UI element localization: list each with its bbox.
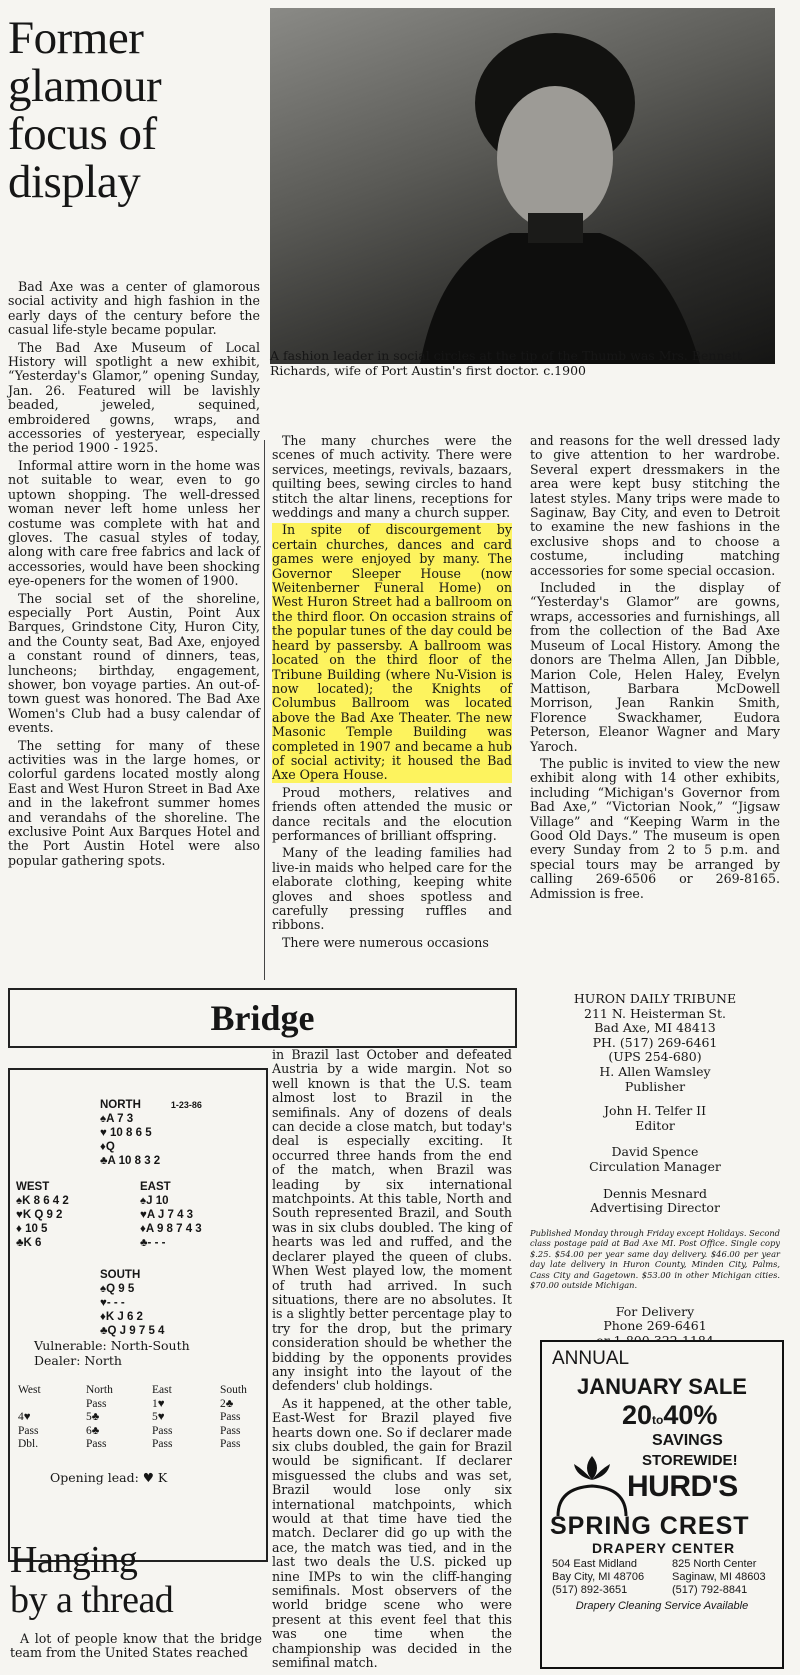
south-hand: SOUTH ♠Q 9 5 ♥- - - ♦K J 6 2 ♣Q J 9 7 5 4 (100, 1269, 165, 1337)
subscription-fine-print: Published Monday through Friday except Holidays. Second class postage paid at Bad Axe MI. Post Office. Single copy $.25. $54.00 per year same day delivery. $46.00 per year day late delivery in Huron County, Minden City, Palms, Cass City and Gagetown. $53.00 in other Michigan cities. $70.00 outside Michigan. (530, 1227, 780, 1291)
ad-percent: 20to40% (622, 1400, 718, 1430)
ad-right-address: 825 North Center Saginaw, MI 48603 (517) 792-8841 (672, 1558, 766, 1596)
vulnerability: Vulnerable: North-South Dealer: North (34, 1338, 190, 1368)
paragraph: The public is invited to view the new exhibit along with 14 other exhibits, including “Michigan's Governor from Bad Axe,” “Victorian Nook,” “Jigsaw Village” and “Keeping Warm in the Good Old Days.” The museum is open every Sunday from 2 to 5 p.m. and special tours may be arranged by calling 269-6506 or 269-8165. Admission is free. (530, 755, 780, 901)
ad-drapery: DRAPERY CENTER (592, 1540, 736, 1556)
masthead-line: 211 N. Heisterman St. (584, 1005, 726, 1021)
column-divider (264, 440, 265, 980)
newspaper-masthead (530, 992, 780, 1349)
fashion-leader-photo (270, 8, 775, 364)
paragraph: Included in the display of “Yesterday's Glamor” are gowns, wraps, accessories and furnishings, all from the collection of the Bad Axe Museum of Local History. Among the donors are Thelma Allen, Jan Dibble, Marion Cole, Helen Haley, Evelyn Mattison, Barbara McDowell Morrison, Jean Rankin Smith, Florence Swackhamer, Eudora Peterson, Eleanor Wagner and Mary Yaroch. (530, 580, 780, 754)
deal-date: 1-23-86 (170, 1100, 202, 1110)
masthead-line: Publisher (624, 1078, 686, 1094)
bridge-column-text (272, 1048, 512, 1673)
ad-left-address: 504 East Midland Bay City, MI 48706 (517) 892-3651 (552, 1558, 645, 1596)
article-headline (8, 14, 258, 206)
ad-service: Drapery Cleaning Service Available (575, 1600, 749, 1612)
article2-lead: A lot of people know that the bridge team from the United States reached (10, 1631, 262, 1661)
paragraph: The social set of the shoreline, especially Port Austin, Point Aux Barques, Grindstone City, Huron City, and the County seat, Bad Axe, enjoyed a constant round of dinners, teas, luncheons; birthday, engagement, shower, bon voyage parties. An out-of-town guest was honored. The Bad Axe Women's Club had a busy calendar of events. (8, 590, 260, 736)
bridge-title: Bridge (210, 998, 315, 1038)
ad-hurds: HURD'S (627, 1470, 738, 1503)
paragraph: As it happened, at the other table, East-West for Brazil played five hearts down one. So if declarer made six clubs doubled, the gain for Brazil would be significant. If declarer misguessed the clubs and was set, Brazil would lose only six international matchpoints, which would at that time have tied the match. Declarer did go up with the ace, the match was tied, and in the last two deals the U.S. picked up nine IMPs to win the cliff-hanging semifinals. Most observers of the world bridge scene who were present at this event feel that this was one time when the championship was decided in the semifinal match. (272, 1395, 512, 1671)
bridge-deal-box (8, 1068, 268, 1562)
fleur-icon (552, 1446, 632, 1518)
paragraph: The setting for many of these activities was in the large homes, or colorful gardens located mostly along East and West Huron Street in Bad Axe and in the lakefront summer homes and verandahs of the shoreline. The exclusive Point Aux Barques Hotel and the Port Austin Hotel were also popular gathering spots. (8, 737, 260, 868)
paragraph: Proud mothers, relatives and friends often attended the music or dance recitals and the elocution performances of brilliant offspring. (272, 784, 512, 843)
advertising-block: Dennis Mesnard Advertising Director (590, 1185, 720, 1216)
highlighted-paragraph: In spite of discourgement by certain churches, dances and card games were enjoyed by many. The Governor Sleeper House (now Weitenberner Funeral Home) on West Huron Street had a ballroom on the third floor. On occasion strains of the popular tunes of the day could be heard by passersby. A ballroom was located on the third floor of the Tribune Building (where Nu-Vision is now located); the Knights of Columbus Ballroom was located above the Bad Axe Theater. The new Masonic Temple Building was completed in 1907 and became a hub of social activity; it housed the Bad Axe Opera House. (272, 522, 512, 783)
bidding-row: Dbl. Pass Pass Pass (18, 1438, 241, 1450)
headline-text: Former glamour focus of display (8, 12, 162, 208)
masthead-line: Bad Axe, MI 48413 (594, 1020, 716, 1036)
article-column-3 (530, 434, 780, 904)
bidding-row: 4♥ 5♣ 5♥ Pass (18, 1411, 241, 1423)
ad-storewide: STOREWIDE! (642, 1452, 738, 1469)
paragraph: There were numerous occasions (282, 934, 489, 950)
article-column-2 (272, 434, 512, 953)
north-hand: NORTH 1-23-86 ♠A 7 3 ♥ 10 8 6 5 ♦Q ♣A 10 8 3 2 (100, 1099, 202, 1167)
masthead-line: (UPS 254-680) (608, 1049, 702, 1065)
bridge-title-box (8, 988, 517, 1048)
paragraph: in Brazil last October and defeated Austria by a wide margin. Not so well known is that the U.S. team almost lost to Brazil in the semifinals. Any of dozens of deals can decide a close match, but today's deal is especially exciting. It occurred three hands from the end of the match, when Brazil was leading by six international matchpoints. At this table, North and South represented Brazil, and South was in six clubs doubled. The king of hearts was led and ruffed, and the declarer played the queen of clubs. When West played low, the moment of truth had arrived. In such situations, there are no absolutes. It is a slightly better percentage play to try for the drop, but the primary consideration should be whether the bidding by the opponents provides any insight into the layout of the defenders' club holdings. (272, 1047, 512, 1394)
masthead-line: H. Allen Wamsley (599, 1063, 711, 1079)
west-hand: WEST ♠K 8 6 4 2 ♥K Q 9 2 ♦ 10 5 ♣K 6 (16, 1181, 69, 1249)
hanging-by-a-thread-headline: Hanging by a thread (10, 1539, 174, 1621)
east-hand: EAST ♠J 10 ♥A J 7 4 3 ♦A 9 8 7 4 3 ♣- - - (140, 1181, 202, 1249)
paragraph: Many of the leading families had live-in maids who helped care for the elaborate clothing, keeping white gloves and shoes spotless and carefully pressing ruffles and ribbons. (272, 845, 512, 933)
bidding-row: Pass 6♣ Pass Pass (18, 1424, 241, 1437)
editor-block: John H. Telfer II Editor (603, 1103, 707, 1133)
ad-spring-crest: SPRING CREST (550, 1512, 750, 1540)
dealer: Dealer: North (34, 1353, 122, 1368)
masthead-line: PH. (517) 269-6461 (592, 1034, 718, 1050)
circulation-block: David Spence Circulation Manager (589, 1144, 721, 1174)
bidding-header: West North East South (18, 1384, 247, 1396)
bidding-row: Pass 1♥ 2♣ (86, 1397, 234, 1410)
ad-sale: JANUARY SALE (577, 1374, 747, 1399)
bidding-table (18, 1384, 253, 1452)
paragraph: The Bad Axe Museum of Local History will spotlight a new exhibit, “Yesterday's Glamor,” opening Sunday, Jan. 26. Featured will be lavishly beaded, jeweled, sequined, embroidered gowns, wraps, and accessories of yesteryear, especially the period 1900 - 1925. (8, 339, 260, 456)
masthead-line: HURON DAILY TRIBUNE (573, 991, 737, 1006)
article-column-1 (8, 280, 260, 871)
paragraph: Informal attire worn in the home was not suitable to wear, even to go uptown shopping. The well-dressed woman never left home unless her costume was complete with hat and gloves. The casual styles of today, along with care free fabrics and lack of accessories, would have been shocking eye-openers for the women of 1900. (8, 457, 260, 589)
hurds-spring-crest-ad (540, 1340, 784, 1669)
photo-caption: A fashion leader in social circles at the tip of the Thumb was Mrs. Bennett Richards, wife of Port Austin's first doctor. c.1900 (270, 348, 742, 378)
paragraph: Bad Axe was a center of glamorous social activity and high fashion in the early days of the century before the casual life-style became popular. (8, 279, 260, 338)
paragraph: The many churches were the scenes of much activity. There were services, meetings, revivals, bazaars, quilting bees, sewing circles to hand stitch the altar linens, receptions for weddings and many a church supper. (272, 433, 512, 521)
ad-annual: ANNUAL (552, 1348, 630, 1369)
paragraph: and reasons for the well dressed lady to give attention to her wardrobe. Several expert dressmakers in the area were kept busy stitching the latest styles. Many trips were made to Saginaw, Bay City, and even to Detroit to examine the new fashions in the exclusive shops and to choose a costume, including matching accessories for some special occasion. (530, 433, 780, 578)
ad-savings: SAVINGS (652, 1432, 723, 1449)
opening-lead: Opening lead: ♥ K (50, 1470, 168, 1485)
woman-portrait-icon (270, 8, 775, 364)
delivery-block: For Delivery Phone 269-6461 (603, 1303, 707, 1334)
